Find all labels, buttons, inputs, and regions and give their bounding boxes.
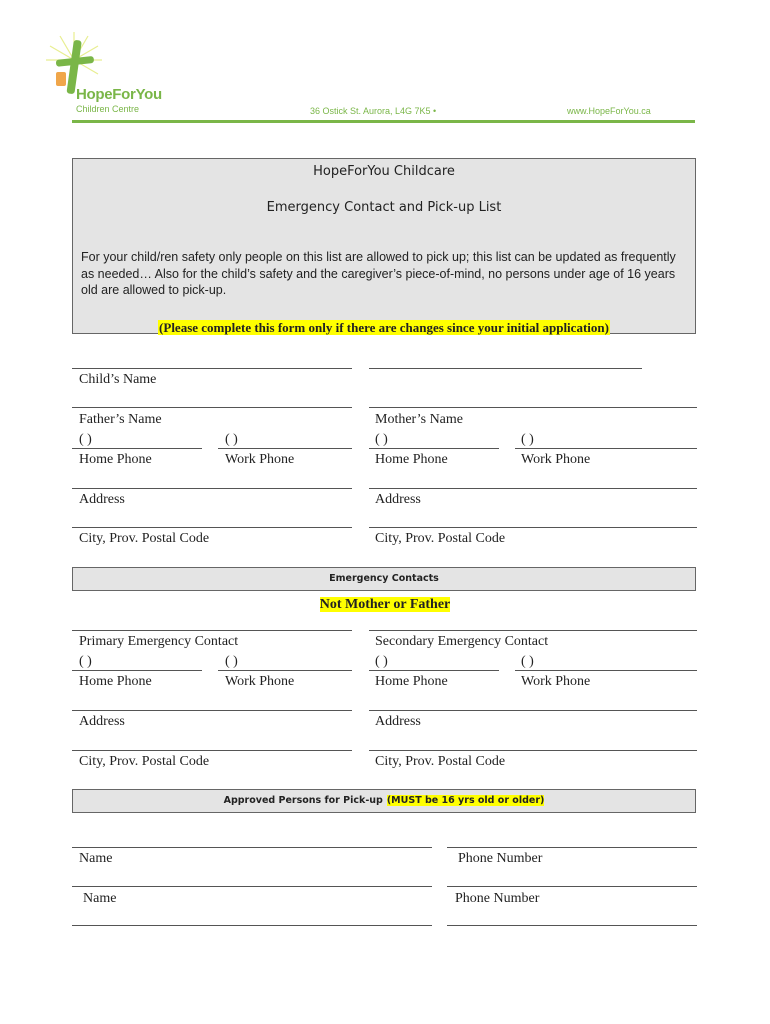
secondary-home-paren: ( )	[375, 654, 388, 669]
header-divider	[72, 120, 695, 123]
primary-contact-label: Primary Emergency Contact	[79, 634, 239, 649]
website-link[interactable]: www.HopeForYou.ca	[567, 106, 651, 116]
primary-city-field[interactable]	[72, 750, 352, 751]
note-wrap	[73, 319, 695, 337]
primary-address-field[interactable]	[72, 710, 352, 711]
emergency-section-title: Emergency Contacts	[329, 573, 439, 584]
mother-city-label: City, Prov. Postal Code	[375, 531, 506, 546]
child-name-field[interactable]	[72, 407, 352, 408]
brand-subtitle: Children Centre	[76, 104, 140, 114]
emergency-section-bar	[72, 567, 696, 591]
not-parent-note: Not Mother or Father	[319, 597, 451, 612]
pickup-age-note: (MUST be 16 yrs old or older)	[386, 795, 545, 806]
secondary-work-phone-label: Work Phone	[521, 674, 591, 689]
pickup-phone-field-1-top[interactable]	[447, 847, 697, 848]
father-work-phone-field[interactable]	[218, 448, 352, 449]
pickup-name-field-2-top[interactable]	[72, 886, 432, 887]
pickup-name-label-2: Name	[83, 891, 117, 906]
mother-home-phone-label: Home Phone	[375, 452, 448, 467]
mother-city-field[interactable]	[369, 527, 697, 528]
mother-home-phone-field[interactable]	[369, 448, 499, 449]
father-work-phone-label: Work Phone	[225, 452, 295, 467]
primary-work-phone-field[interactable]	[218, 670, 352, 671]
pickup-name-label-1: Name	[79, 851, 113, 866]
father-home-phone-field[interactable]	[72, 448, 202, 449]
primary-name-field[interactable]	[72, 630, 352, 631]
father-city-field[interactable]	[72, 527, 352, 528]
child-name-label: Child’s Name	[79, 372, 157, 387]
child-name-line-right[interactable]	[369, 368, 642, 369]
pickup-name-field-1-top[interactable]	[72, 847, 432, 848]
pickup-phone-label-2: Phone Number	[455, 891, 540, 906]
primary-home-paren: ( )	[79, 654, 92, 669]
mother-address-label: Address	[375, 492, 421, 507]
father-city-label: City, Prov. Postal Code	[79, 531, 210, 546]
child-name-line-left[interactable]	[72, 368, 352, 369]
father-address-field[interactable]	[72, 488, 352, 489]
form-title: HopeForYou Childcare	[313, 164, 455, 179]
father-home-phone-label: Home Phone	[79, 452, 152, 467]
mother-work-phone-field[interactable]	[515, 448, 697, 449]
primary-home-phone-field[interactable]	[72, 670, 202, 671]
mother-address-field[interactable]	[369, 488, 697, 489]
instructions-paragraph: For your child/ren safety only people on this list are allowed to pick up; this list can be updated as frequently as needed… Also for the child’s safety and the caregiver’s piece-of-mind, no persons under age of 16 years old are allowed to pick-up.	[81, 250, 676, 297]
primary-work-phone-label: Work Phone	[225, 674, 295, 689]
father-home-paren: ( )	[79, 432, 92, 447]
secondary-city-label: City, Prov. Postal Code	[375, 754, 506, 769]
father-name-label: Father’s Name	[79, 412, 162, 427]
secondary-address-field[interactable]	[369, 710, 697, 711]
secondary-contact-label: Secondary Emergency Contact	[375, 634, 549, 649]
centre-address: 36 Ostick St. Aurora, L4G 7K5 •	[310, 106, 437, 116]
primary-work-paren: ( )	[225, 654, 238, 669]
title-box	[72, 158, 696, 334]
secondary-address-label: Address	[375, 714, 421, 729]
primary-address-label: Address	[79, 714, 125, 729]
pickup-section-title: Approved Persons for Pick-up	[223, 795, 383, 806]
mother-work-phone-label: Work Phone	[521, 452, 591, 467]
form-subtitle: Emergency Contact and Pick-up List	[266, 200, 502, 215]
secondary-work-paren: ( )	[521, 654, 534, 669]
mother-home-paren: ( )	[375, 432, 388, 447]
secondary-work-phone-field[interactable]	[515, 670, 697, 671]
secondary-home-phone-label: Home Phone	[375, 674, 448, 689]
secondary-name-field[interactable]	[369, 630, 697, 631]
change-only-note: (Please complete this form only if there are changes since your initial application)	[159, 320, 609, 335]
primary-home-phone-label: Home Phone	[79, 674, 152, 689]
pickup-section-bar	[72, 789, 696, 813]
mother-work-paren: ( )	[521, 432, 534, 447]
secondary-home-phone-field[interactable]	[369, 670, 499, 671]
pickup-name-field-bottom[interactable]	[72, 925, 432, 926]
brand-name: HopeForYou	[76, 86, 162, 103]
pickup-phone-field-bottom[interactable]	[447, 925, 697, 926]
child-name-field-right[interactable]	[369, 407, 697, 408]
father-work-paren: ( )	[225, 432, 238, 447]
pickup-phone-field-2-top[interactable]	[447, 886, 697, 887]
pickup-phone-label-1: Phone Number	[458, 851, 543, 866]
not-parent-wrap	[0, 595, 770, 613]
primary-city-label: City, Prov. Postal Code	[79, 754, 210, 769]
secondary-city-field[interactable]	[369, 750, 697, 751]
father-address-label: Address	[79, 492, 125, 507]
mother-name-label: Mother’s Name	[375, 412, 463, 427]
